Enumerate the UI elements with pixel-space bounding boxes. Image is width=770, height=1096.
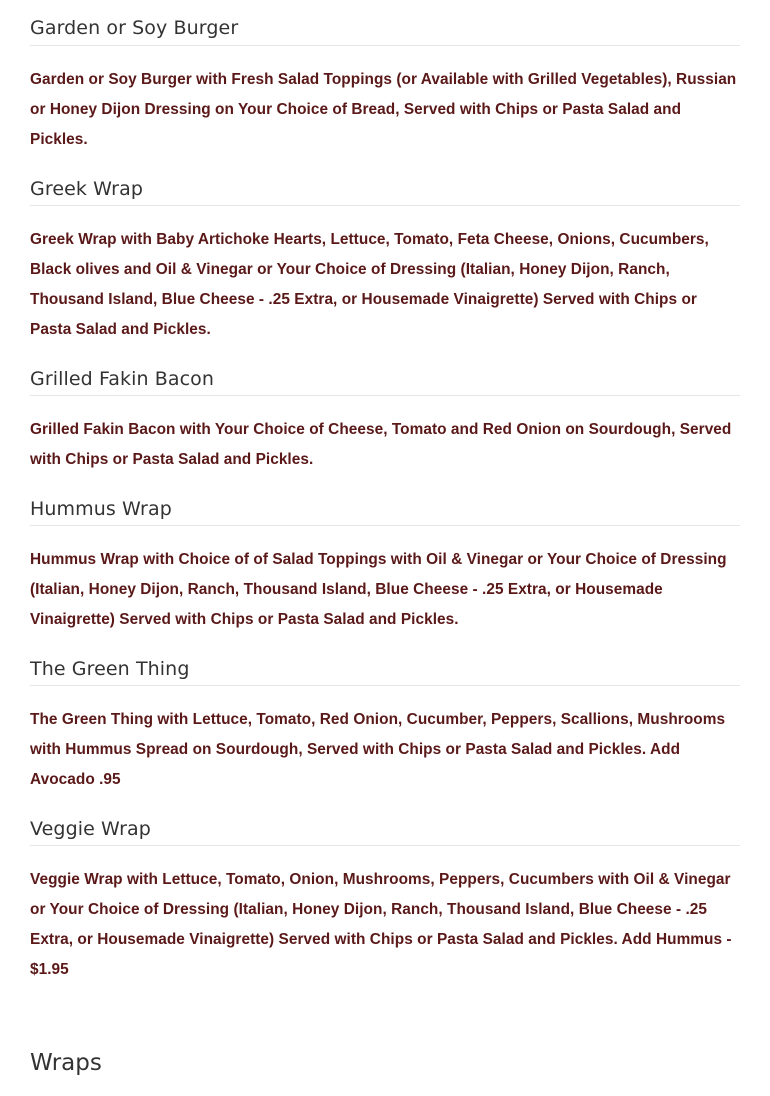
menu-item-title: The Green Thing (30, 640, 740, 686)
menu-item-description: Grilled Fakin Bacon with Your Choice of Cheese, Tomato and Red Onion on Sourdough, Served with Chips or Pasta Salad and Pickles. (30, 421, 732, 468)
menu-item-description: The Green Thing with Lettuce, Tomato, Red Onion, Cucumber, Peppers, Scallions, Mushrooms with Hummus Spread on Sourdough, Served with Chips or Pasta Salad and Pickles. Add Avocado .95 (30, 711, 726, 788)
menu-item-title: Veggie Wrap (30, 800, 740, 846)
menu-item-veggie-wrap[interactable] (30, 800, 740, 990)
menu-item-description: Hummus Wrap with Choice of of Salad Toppings with Oil & Vinegar or Your Choice of Dressing (Italian, Honey Dijon, Ranch, Thousand Island, Blue Cheese - .25 Extra, or Housemade Vinaigrette) Served with Chips or Pasta Salad and Pickles. (30, 551, 727, 628)
menu-item-title: Greek Wrap (30, 160, 740, 206)
menu-item-garden-soy-burger[interactable] (30, 0, 740, 160)
menu-item-description: Veggie Wrap with Lettuce, Tomato, Onion, Mushrooms, Peppers, Cucumbers with Oil & Vinegar or Your Choice of Dressing (Italian, Honey Dijon, Ranch, Thousand Island, Blue Cheese - .25 Extra, or Housemade Vinaigrette) Served with Chips or Pasta Salad and Pickles. Add Hummus - $1.95 (30, 871, 732, 978)
menu-item-title: Grilled Fakin Bacon (30, 350, 740, 396)
menu-item-title: Garden or Soy Burger (30, 0, 740, 46)
menu-item-description: Garden or Soy Burger with Fresh Salad Toppings (or Available with Grilled Vegetables), Russian or Honey Dijon Dressing on Your Choice of Bread, Served with Chips or Pasta Salad and Pickles. (30, 71, 737, 148)
menu-item-title: Hummus Wrap (30, 480, 740, 526)
menu-item-grilled-fakin-bacon[interactable] (30, 350, 740, 480)
menu-list (30, 0, 740, 990)
menu-item-the-green-thing[interactable] (30, 640, 740, 800)
menu-item-description: Greek Wrap with Baby Artichoke Hearts, Lettuce, Tomato, Feta Cheese, Onions, Cucumbers, Black olives and Oil & Vinegar or Your Choice of Dressing (Italian, Honey Dijon, Ranch, Thousand Island, Blue Cheese - .25 Extra, or Housemade Vinaigrette) Served with Chips or Pasta Salad and Pickles. (30, 231, 709, 338)
menu-item-hummus-wrap[interactable] (30, 480, 740, 640)
menu-item-greek-wrap[interactable] (30, 160, 740, 350)
section-title-wraps: Wraps (30, 1050, 102, 1076)
